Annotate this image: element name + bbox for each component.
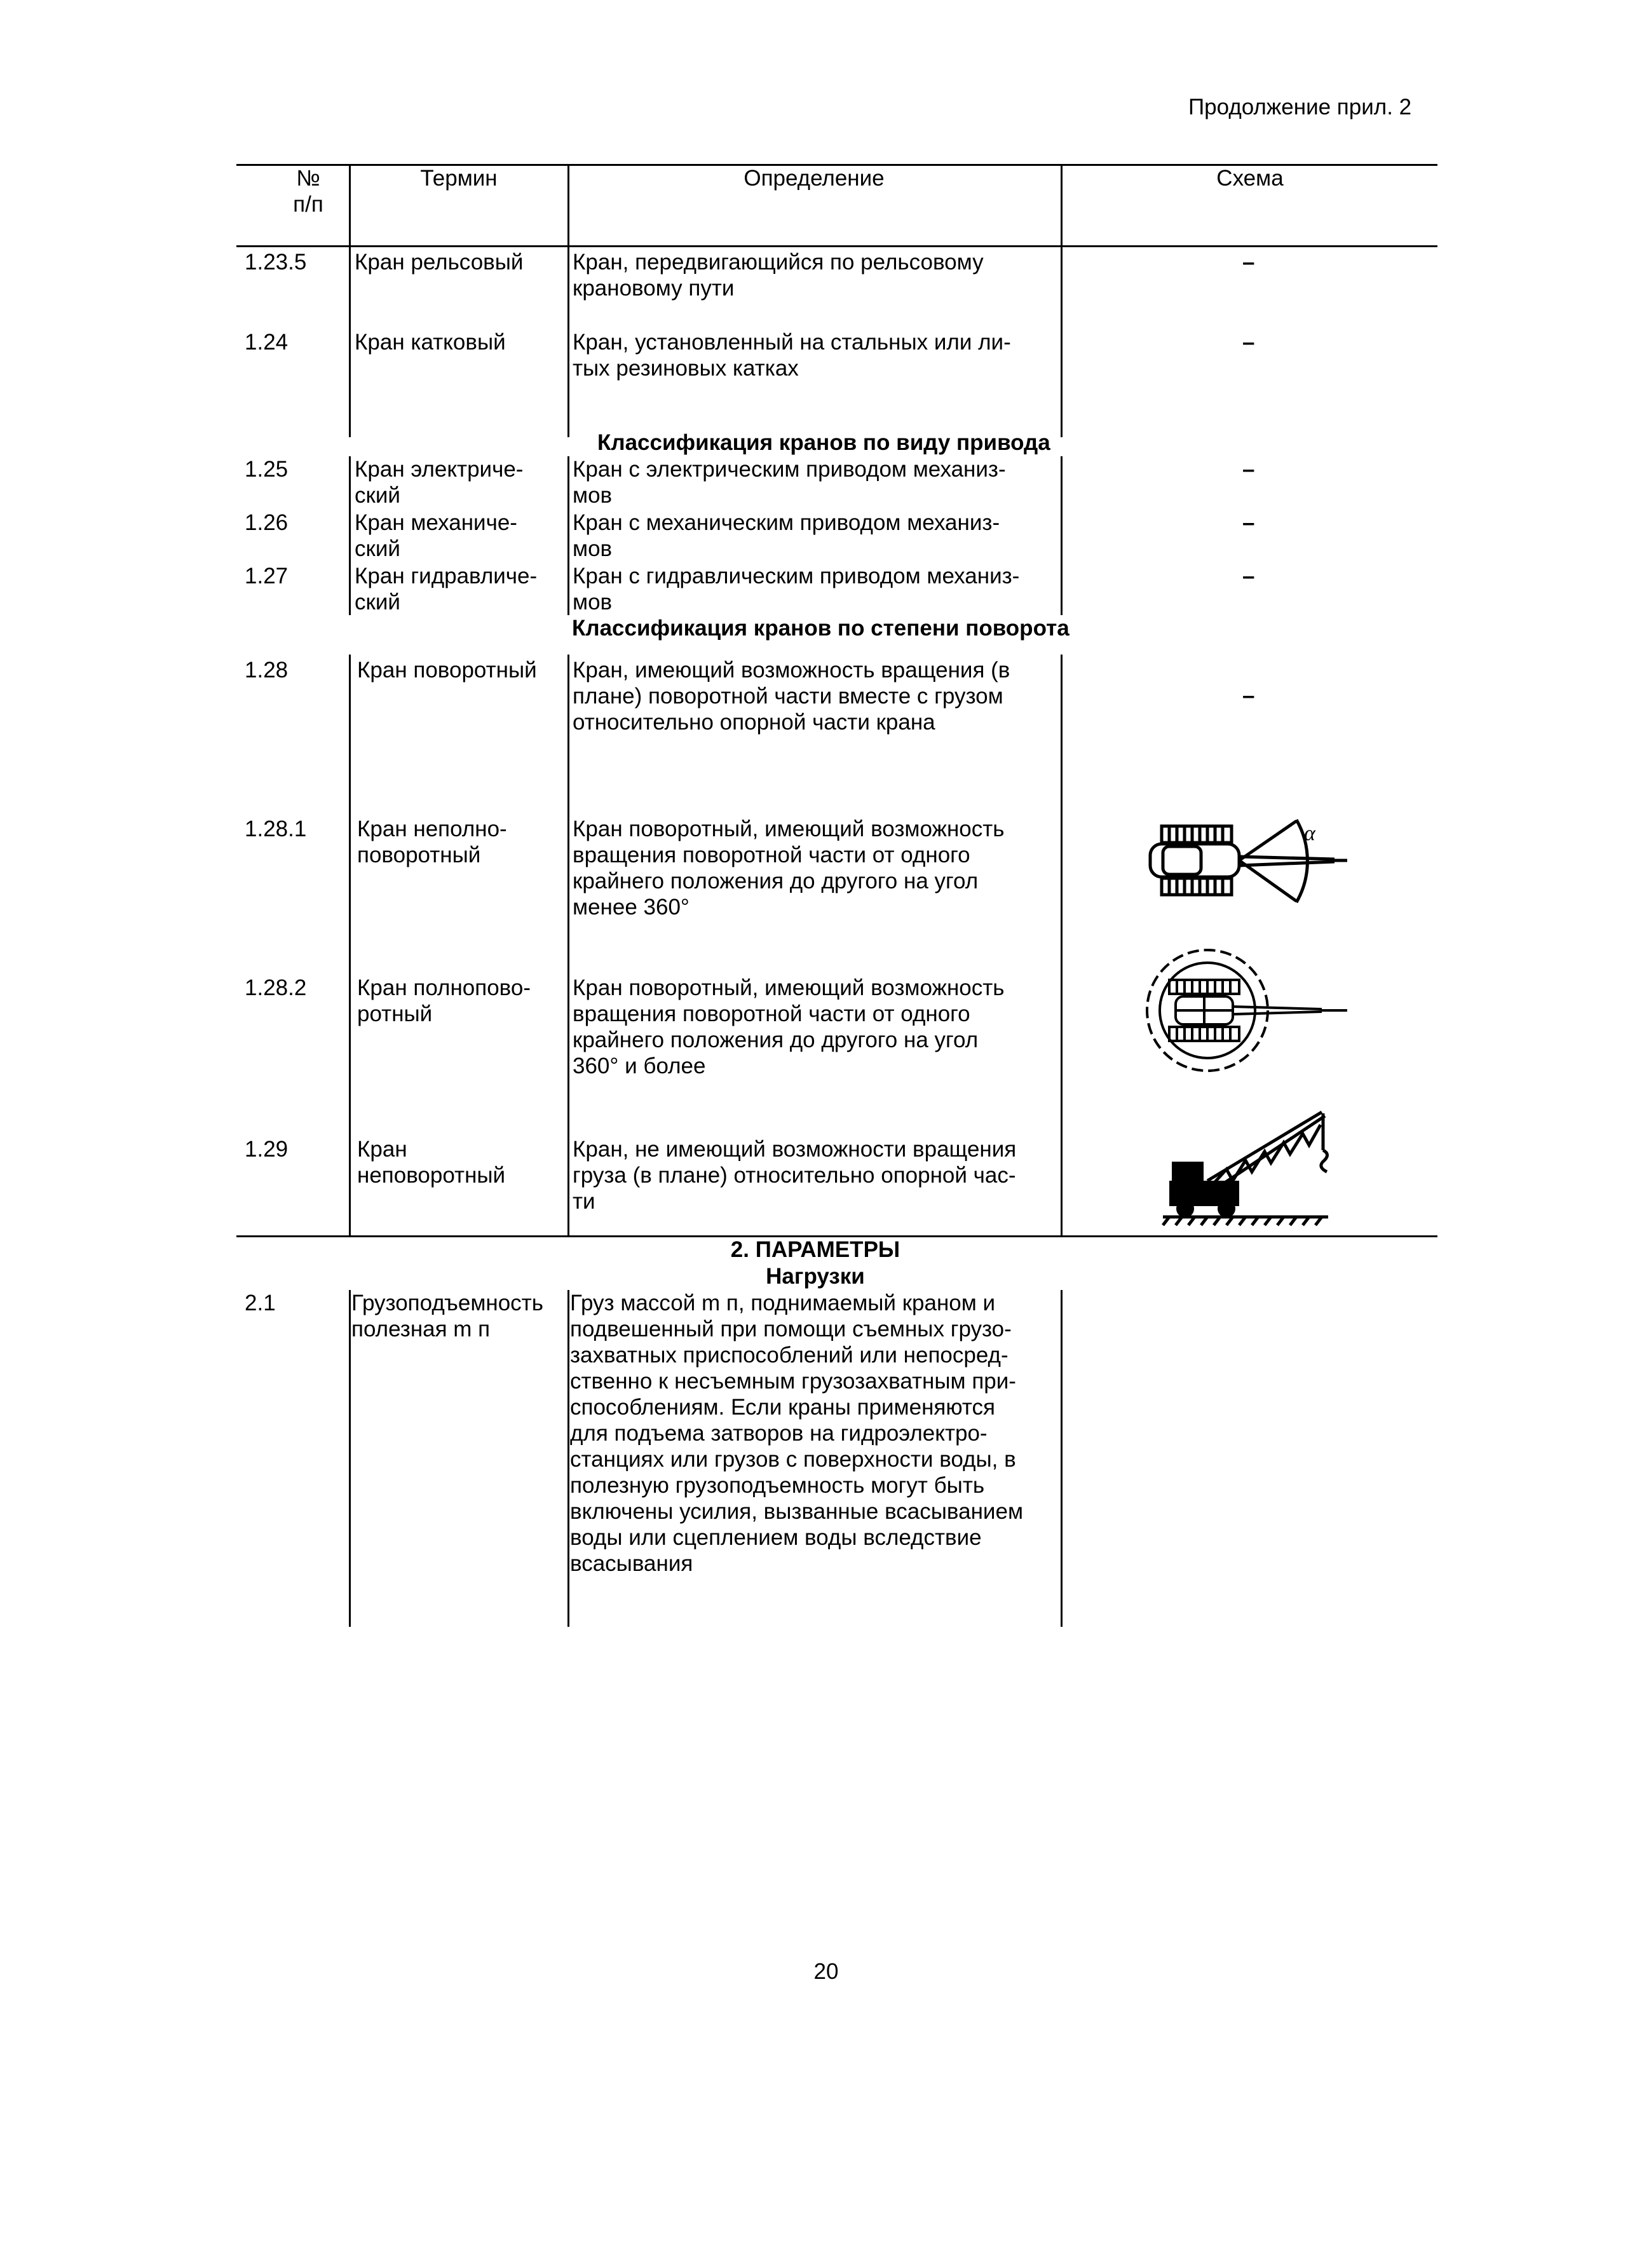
column-line [567, 164, 569, 437]
row-definition: Кран поворотный, имеющий возможность вращения поворотной части от одного крайнего положения до другого на угол 360° и более [573, 975, 1005, 1078]
row-number: 1.23.5 [245, 250, 307, 275]
section-title-rotation: Классификация кранов по степени поворота [572, 616, 1070, 641]
row-number: 2.1 [245, 1291, 276, 1315]
row-definition: Кран с механическим приводом механиз- мов [573, 510, 1000, 561]
row-term: Грузоподъемность полезная m п [351, 1291, 543, 1341]
row-number: 1.27 [245, 564, 289, 588]
non-slewing-crane-schema [1157, 1099, 1347, 1226]
column-line [567, 655, 569, 1235]
row-term: Кран рельсовый [355, 250, 524, 275]
row-definition: Груз массой m п, поднимаемый краном и подвешенный при помощи съемных грузо- захватных приспособлений или непосред- ственно к несъемным грузозахватным при- способлениям. Если краны применяются для подъема затворов на гидроэлектро- станциях или грузов с поверхности воды, в полезную грузоподъемность могут быть включены усилия, вызванные всасыванием воды или сцеплением воды вследствие всасывания [570, 1291, 1024, 1576]
row-definition: Кран с гидравлическим приводом механиз- мов [573, 564, 1020, 615]
row-schema-dash: – [1242, 564, 1255, 588]
header-definition: Определение [744, 166, 885, 191]
row-schema-dash: – [1242, 250, 1255, 275]
row-term: Кран неполно- поворотный [357, 817, 507, 867]
slewing-crane-partial-schema [1138, 807, 1360, 915]
header-schema: Схема [1216, 166, 1284, 191]
column-line [567, 456, 569, 615]
row-number: 1.24 [245, 330, 289, 355]
row-term: Кран электриче- ский [355, 457, 524, 508]
row-schema-dash: – [1242, 683, 1255, 708]
row-schema-dash: – [1242, 510, 1255, 535]
column-line [1061, 655, 1063, 1235]
row-definition: Кран с электрическим приводом механиз- мов [573, 457, 1006, 508]
section-subtitle-loads: Нагрузки [766, 1264, 865, 1289]
row-number: 1.28 [245, 658, 289, 682]
column-line [349, 456, 351, 615]
row-definition: Кран, не имеющий возможности вращения груза (в плане) относительно опорной час- ти [573, 1137, 1017, 1214]
row-term: Кран механиче- ский [355, 510, 517, 561]
header-number: № п/п [293, 166, 323, 217]
row-definition: Кран, передвигающийся по рельсовому крановому пути [573, 250, 984, 301]
section-title-parameters: 2. ПАРАМЕТРЫ [730, 1237, 900, 1262]
column-line [349, 1290, 351, 1627]
row-term: Кран неповоротный [357, 1137, 506, 1188]
page-number: 20 [813, 1959, 839, 1984]
header-term: Термин [420, 166, 498, 191]
row-number: 1.29 [245, 1137, 289, 1162]
column-line [567, 1290, 569, 1627]
row-definition: Кран, установленный на стальных или ли- тых резиновых катках [573, 330, 1011, 381]
row-definition: Кран, имеющий возможность вращения (в плане) поворотной части вместе с грузом относительно опорной части крана [573, 658, 1010, 735]
alpha-angle-label: α [1304, 822, 1315, 845]
column-line [1061, 1290, 1063, 1627]
row-number: 1.28.1 [245, 817, 307, 841]
row-term: Кран полнопово- ротный [357, 975, 531, 1026]
column-line [1061, 456, 1063, 615]
continuation-label: Продолжение прил. 2 [1188, 95, 1412, 119]
column-line [349, 655, 351, 1235]
row-number: 1.28.2 [245, 975, 307, 1000]
row-definition: Кран поворотный, имеющий возможность вращения поворотной части от одного крайнего положения до другого на угол менее 360° [573, 817, 1005, 920]
column-line [349, 164, 351, 437]
slewing-crane-full-schema [1138, 940, 1354, 1080]
table-header-rule [236, 245, 1437, 247]
column-line [1061, 164, 1063, 437]
row-number: 1.26 [245, 510, 289, 535]
row-schema-dash: – [1242, 457, 1255, 482]
row-term: Кран поворотный [357, 658, 537, 682]
section-title-drive: Классификация кранов по виду привода [597, 430, 1050, 455]
row-number: 1.25 [245, 457, 289, 482]
row-schema-dash: – [1242, 330, 1255, 355]
row-term: Кран катковый [355, 330, 506, 355]
row-term: Кран гидравличе- ский [355, 564, 538, 615]
